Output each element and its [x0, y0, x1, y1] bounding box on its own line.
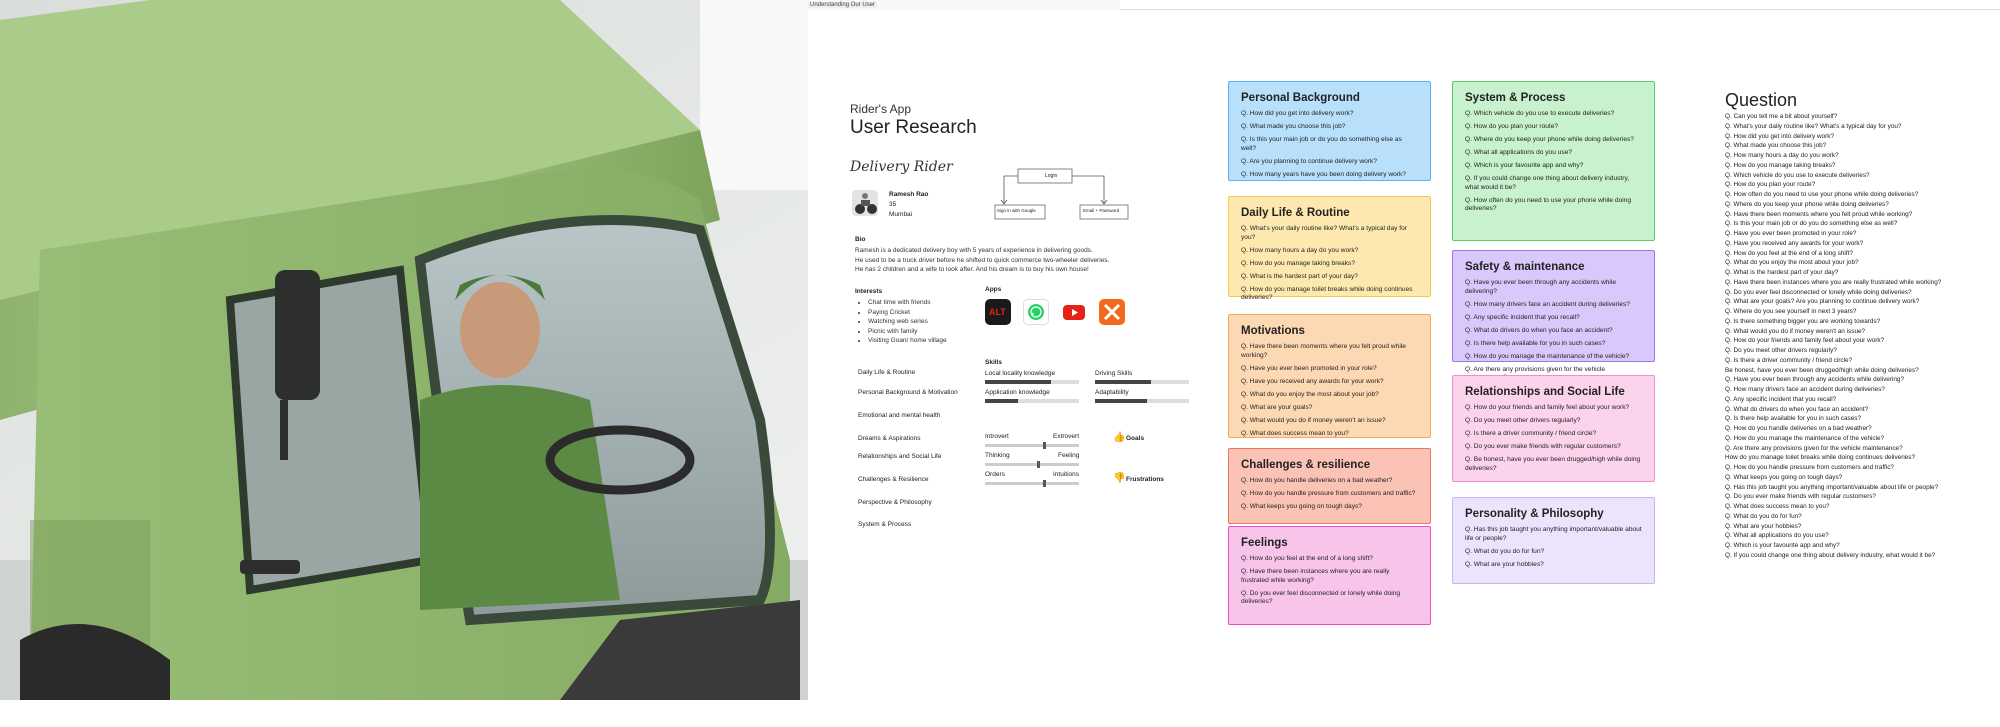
- skill-label: Local locality knowledge: [985, 370, 1056, 377]
- interests-label: Interests: [855, 288, 883, 295]
- question-card: [1452, 375, 1655, 482]
- list-item: • Chat time with friends: [868, 298, 947, 308]
- persona-name: Ramesh Rao: [889, 191, 929, 198]
- card-question: Q. What would you do if money weren't an issue?: [1241, 416, 1386, 424]
- question-item: Q. What does success mean to you?: [1725, 503, 1830, 510]
- youtube-icon: [1061, 299, 1087, 325]
- whatsapp-icon: [1023, 299, 1049, 325]
- page-title: User Research: [850, 117, 977, 138]
- bio-line: He used to be a truck driver before he shifted to quick commerce two-wheeler deliveries.: [855, 256, 1110, 264]
- frustrations-icon: 👎: [1113, 473, 1126, 484]
- question-item: Q. What made you choose this job?: [1725, 142, 1827, 150]
- nav-item-perspective[interactable]: Perspective & Philosophy: [858, 499, 932, 506]
- card-title: Challenges & resilience: [1241, 459, 1371, 471]
- rider-avatar-icon: [852, 190, 878, 216]
- skill-bar: [1095, 399, 1189, 403]
- question-item: Q. Have there been instances where you are really frustrated while working?: [1725, 278, 1942, 286]
- question-list: [1725, 112, 1995, 561]
- question-item: Q. What are your goals? Are you planning to continue delivery work?: [1725, 298, 1920, 306]
- skill-bar: [1095, 380, 1189, 384]
- skill-bar: [985, 399, 1079, 403]
- bio-line: He has 2 children and a wife to look after. And his dream is to buy his own house!: [855, 266, 1089, 273]
- question-item: Q. Do you meet other drivers regularly?: [1725, 347, 1837, 354]
- card-question: Q. Where do you keep your phone while doing deliveries?: [1465, 136, 1634, 143]
- question-card: [1228, 526, 1431, 625]
- question-item: Q. Any specific incident that you recall?: [1725, 395, 1837, 403]
- flow-login-label: Login: [1045, 173, 1058, 179]
- question-card: [1452, 497, 1655, 584]
- question-item: Q. Is there a driver community / friend circle?: [1725, 356, 1853, 364]
- question-item: Q. Which is your favourite app and why?: [1725, 542, 1840, 549]
- question-card: [1228, 448, 1431, 524]
- trait-slider: [985, 444, 1079, 447]
- card-title: Personal Background: [1241, 92, 1360, 104]
- skill-label: Application knowledge: [985, 389, 1050, 396]
- card-question: Q. What do you do for fun?: [1465, 547, 1545, 555]
- card-question: Q. Which is your favourite app and why?: [1465, 162, 1584, 169]
- goals-label: Goals: [1126, 435, 1145, 442]
- card-question: Q. What keeps you going on tough days?: [1241, 503, 1362, 510]
- card-question: Q. How many years have you been doing delivery work?: [1241, 170, 1406, 178]
- question-item: Q. Is there something bigger you are working towards?: [1725, 317, 1881, 325]
- nav-item-relationships[interactable]: Relationships and Social Life: [858, 453, 942, 460]
- card-question: Q. Are you planning to continue delivery work?: [1241, 157, 1377, 165]
- question-item: Q. Have there been moments where you felt proud while working?: [1725, 210, 1913, 218]
- trait-right-label: Intuitions: [1053, 471, 1080, 478]
- question-item: Q. What do drivers do when you face an accident?: [1725, 405, 1869, 413]
- card-question: Q. How do you manage toilet breaks while doing continues deliveries?: [1241, 285, 1413, 301]
- question-item: Q. Have you received any awards for your work?: [1725, 239, 1864, 247]
- card-question: Q. Be honest, have you ever been drugged/high while doing deliveries?: [1465, 456, 1641, 472]
- question-item: Q. Can you tell me a bit about yourself?: [1725, 113, 1838, 120]
- question-card: [1452, 81, 1655, 241]
- card-question: Q. Is there help available for you in such cases?: [1465, 339, 1606, 347]
- question-item: Q. What's your daily routine like? What's a typical day for you?: [1725, 122, 1902, 130]
- skill-label: Driving Skills: [1095, 370, 1133, 377]
- question-item: Q. Have you ever been through any accidents while delivering?: [1725, 376, 1905, 384]
- question-item: Q. Is there help available for you in such cases?: [1725, 415, 1862, 423]
- question-item: Q. How often do you need to use your phone while doing deliveries?: [1725, 191, 1919, 198]
- question-item: Q. What do you enjoy the most about your job?: [1725, 259, 1859, 267]
- nav-item-dreams[interactable]: Dreams & Aspirations: [858, 435, 921, 442]
- card-question: Q. Are there any provisions given for the vehicle: [1465, 365, 1606, 373]
- skill-bar: [985, 380, 1079, 384]
- question-item: Q. How do you plan your route?: [1725, 181, 1816, 189]
- card-question: Q. How do you handle deliveries on a bad weather?: [1241, 477, 1393, 484]
- card-question: Q. What are your goals?: [1241, 403, 1313, 411]
- card-question: Q. How do your friends and family feel about your work?: [1465, 404, 1630, 411]
- question-item: Q. What is the hardest part of your day?: [1725, 269, 1839, 276]
- trait-left-label: Orders: [985, 471, 1005, 478]
- trait-right-label: Feeling: [1058, 452, 1080, 459]
- frustrations-label: Frustrations: [1126, 476, 1164, 483]
- avatar: [852, 190, 878, 216]
- question-item: Q. How do you feel at the end of a long shift?: [1725, 249, 1853, 257]
- question-item: Q. Where do you keep your phone while doing deliveries?: [1725, 200, 1889, 208]
- card-question: Q. Have there been instances where you are really frustrated while working?: [1241, 568, 1390, 584]
- trait-slider: [985, 482, 1079, 485]
- page-subtitle: Rider's App: [850, 102, 911, 116]
- card-question: Q. If you could change one thing about delivery industry, what would it be?: [1465, 175, 1630, 191]
- trait-left-label: Thinking: [985, 452, 1010, 459]
- bio-label: Bio: [855, 236, 866, 243]
- question-item: Q. If you could change one thing about delivery industry, what would it be?: [1725, 551, 1936, 559]
- card-title: Feelings: [1241, 537, 1288, 549]
- question-item: Q. What keeps you going on tough days?: [1725, 473, 1843, 481]
- question-item: Q. Where do you see yourself in next 3 years?: [1725, 308, 1857, 315]
- question-item: Q. How do your friends and family feel about your work?: [1725, 337, 1885, 345]
- card-question: Q. How many drivers face an accident during deliveries?: [1465, 300, 1630, 308]
- question-item: Q. Has this job taught you anything important/valuable about life or people?: [1725, 483, 1939, 491]
- question-item: Q. How many hours a day do you work?: [1725, 152, 1839, 159]
- card-question: Q. What are your hobbies?: [1465, 560, 1544, 568]
- question-item: Be honest, have you ever been drugged/high while doing deliveries?: [1725, 366, 1919, 374]
- card-question: Q. How do you handle pressure from customers and traffic?: [1241, 490, 1416, 497]
- card-question: Q. Have you received any awards for your work?: [1241, 377, 1384, 385]
- card-question: Q. What does success mean to you?: [1241, 429, 1349, 437]
- card-question: Q. What made you choose this job?: [1241, 123, 1346, 130]
- question-item: Q. How do you manage taking breaks?: [1725, 161, 1836, 169]
- question-item: Q. How many drivers face an accident during deliveries?: [1725, 386, 1885, 393]
- question-card: [1228, 196, 1431, 301]
- trait-left-label: Introvert: [985, 433, 1009, 440]
- list-item: • Visiting Goan/ home village: [868, 336, 947, 346]
- card-question: Q. Any specific incident that you recall?: [1465, 313, 1580, 321]
- question-item: Q. What are your hobbies?: [1725, 522, 1802, 530]
- altbalaji-icon: [985, 299, 1011, 325]
- goals-icon: 👍: [1113, 432, 1126, 443]
- question-item: Q. Do you ever feel disconnected or lonely while doing deliveries?: [1725, 288, 1912, 296]
- nav-item-emotional-health[interactable]: Emotional and mental health: [858, 412, 941, 419]
- persona-heading: Delivery Rider: [850, 159, 953, 175]
- question-item: Q. Have you ever been promoted in your role?: [1725, 230, 1857, 237]
- card-question: Q. How many hours a day do you work?: [1241, 246, 1359, 254]
- card-question: Q. What do drivers do when you face an accident?: [1465, 326, 1613, 334]
- card-title: Motivations: [1241, 325, 1305, 337]
- question-item: Q. How did you get into delivery work?: [1725, 132, 1835, 140]
- card-title: Personality & Philosophy: [1465, 508, 1604, 520]
- card-question: Q. What's your daily routine like? What's a typical day for you?: [1241, 225, 1407, 241]
- card-question: Q. What do you enjoy the most about your job?: [1241, 390, 1379, 398]
- question-card: [1228, 314, 1431, 438]
- question-item: Q. Is this your main job or do you do something else as well?: [1725, 220, 1898, 228]
- apps-label: Apps: [985, 286, 1002, 293]
- card-question: Q. Is this your main job or do you do something else as well?: [1241, 136, 1402, 152]
- bio-text: [855, 246, 1155, 275]
- question-item: How do you manage toilet breaks while doing continues deliveries?: [1725, 454, 1916, 462]
- card-title: Daily Life & Routine: [1241, 207, 1350, 219]
- card-question: Q. Have there been moments where you felt proud while working?: [1241, 343, 1406, 359]
- question-item: Q. What would you do if money weren't an issue?: [1725, 327, 1866, 335]
- bio-line: Ramesh is a dedicated delivery boy with 5 years of experience in delivering goods.: [855, 247, 1093, 254]
- card-question: Q. How do you manage the maintenance of the vehicle?: [1465, 352, 1630, 360]
- nav-item-system-process[interactable]: System & Process: [858, 521, 912, 528]
- list-item: • Paying Cricket: [868, 308, 947, 318]
- flow-google-label: Sign in with Google: [997, 208, 1036, 213]
- svg-text:ALT: ALT: [989, 307, 1006, 317]
- nav-item-personal-background[interactable]: Personal Background & Motivation: [858, 389, 958, 396]
- question-item: Q. Do you ever make friends with regular customers?: [1725, 493, 1876, 501]
- persona-city: Mumbai: [889, 211, 913, 218]
- question-item: Q. Are there any provisions given for the vehicle maintenance?: [1725, 444, 1903, 452]
- persona-age: 35: [889, 201, 897, 208]
- nav-item-challenges[interactable]: Challenges & Resilience: [858, 476, 929, 483]
- card-question: Q. Have you ever been through any accidents while delivering?: [1465, 279, 1617, 295]
- card-question: Q. How do you plan your route?: [1465, 123, 1559, 130]
- question-list-title: Question: [1725, 90, 1798, 110]
- card-question: Q. Have you ever been promoted in your role?: [1241, 364, 1377, 372]
- card-question: Q. How do you manage taking breaks?: [1241, 259, 1355, 267]
- card-question: Q. Which vehicle do you use to execute deliveries?: [1465, 110, 1615, 117]
- nav-item-daily-life[interactable]: Daily Life & Routine: [858, 369, 916, 376]
- card-question: Q. How did you get into delivery work?: [1241, 110, 1354, 117]
- card-question: Q. Is there a driver community / friend circle?: [1465, 430, 1597, 437]
- card-question: Q. Do you meet other drivers regularly?: [1465, 417, 1581, 424]
- xender-icon: [1099, 299, 1125, 325]
- list-item: • Picnic with family: [868, 327, 947, 337]
- card-title: Safety & maintenance: [1465, 261, 1585, 273]
- card-question: Q. How often do you need to use your phone while doing deliveries?: [1465, 196, 1632, 212]
- question-item: Q. How do you handle deliveries on a bad weather?: [1725, 425, 1872, 432]
- frame-label: Understanding Our User: [810, 2, 876, 8]
- question-item: Q. Which vehicle do you use to execute deliveries?: [1725, 171, 1870, 179]
- trait-slider: [985, 463, 1079, 466]
- card-question: Q. What all applications do you use?: [1465, 149, 1573, 156]
- question-item: Q. What do you do for fun?: [1725, 512, 1802, 520]
- question-item: Q. What all applications do you use?: [1725, 532, 1829, 540]
- trait-right-label: Extrovert: [1053, 433, 1080, 440]
- card-question: Q. How do you feel at the end of a long shift?: [1241, 555, 1373, 562]
- interests-list: [868, 298, 947, 346]
- card-title: System & Process: [1465, 92, 1566, 104]
- card-question: Q. Has this job taught you anything important/valuable about life or people?: [1465, 526, 1642, 542]
- question-card: [1228, 81, 1431, 181]
- card-question: Q. Do you ever feel disconnected or lonely while doing deliveries?: [1241, 589, 1401, 605]
- question-card: [1452, 250, 1655, 373]
- flow-email-label: Email + Password: [1083, 208, 1120, 213]
- skill-label: Adaptability: [1095, 389, 1129, 396]
- question-item: Q. How do you handle pressure from customers and traffic?: [1725, 464, 1894, 471]
- skills-label: Skills: [985, 359, 1002, 366]
- login-flow-diagram: [990, 165, 1130, 227]
- card-title: Relationships and Social Life: [1465, 386, 1625, 398]
- question-item: Q. How do you manage the maintenance of the vehicle?: [1725, 434, 1885, 442]
- card-question: Q. What is the hardest part of your day?: [1241, 272, 1358, 280]
- list-item: • Watching web series: [868, 317, 947, 327]
- card-question: Q. Do you ever make friends with regular customers?: [1465, 443, 1621, 450]
